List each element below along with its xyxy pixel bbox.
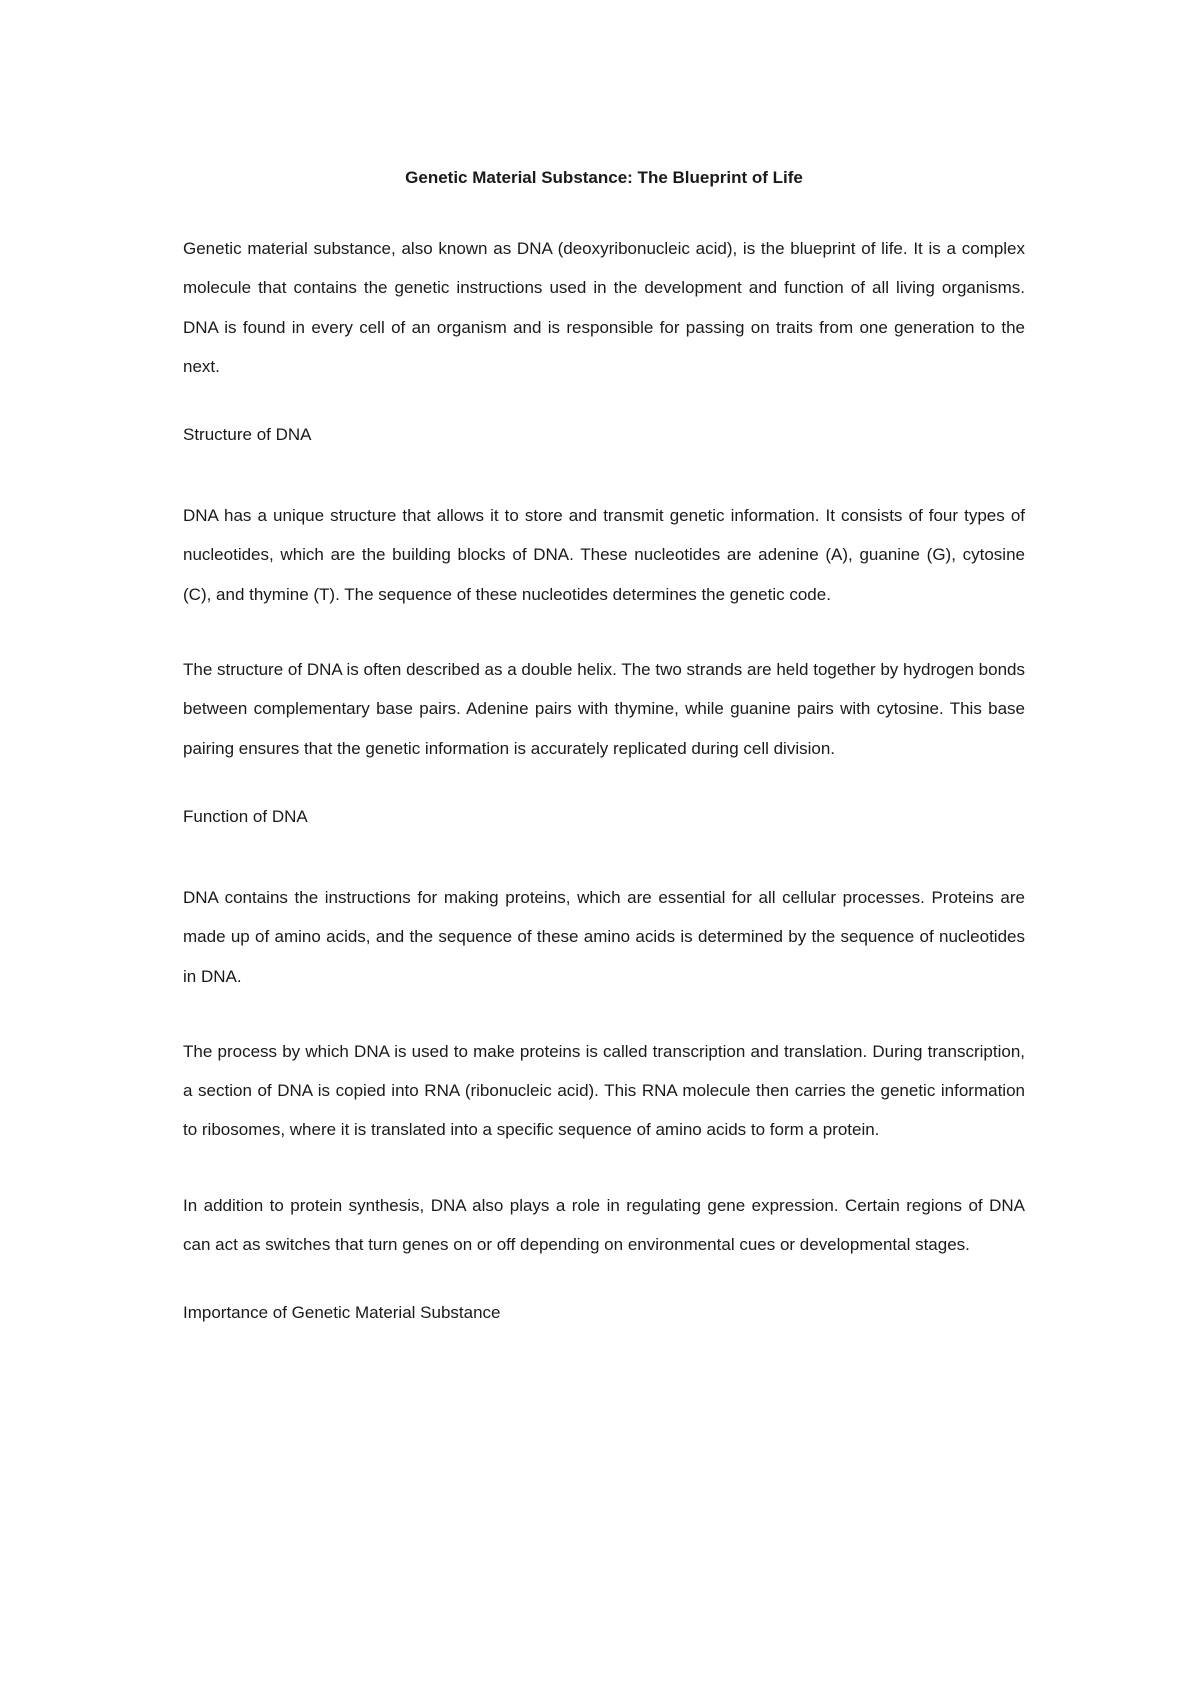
function-paragraph-1: DNA contains the instructions for making proteins, which are essential for all cellular processes. Proteins are made up of amino acids, and the sequence of these amino acids is determined by the sequence of nucleotides in DNA. [183, 887, 1025, 986]
section-heading-importance: Importance of Genetic Material Substance [183, 1303, 501, 1323]
document-body [183, 165, 1025, 1374]
function-paragraph-3: In addition to protein synthesis, DNA also plays a role in regulating gene expression. Certain regions of DNA can act as switches that turn genes on or off depending on environmental cues or developmental stages. [183, 1195, 1025, 1255]
section-heading-function: Function of DNA [183, 806, 308, 826]
document-title: Genetic Material Substance: The Blueprint of Life [405, 168, 803, 187]
structure-paragraph-2: The structure of DNA is often described as a double helix. The two strands are held together by hydrogen bonds between complementary base pairs. Adenine pairs with thymine, while guanine pairs with cytosine. This base pairing ensures that the genetic information is accurately replicated during cell division. [183, 660, 1025, 758]
intro-paragraph: Genetic material substance, also known as DNA (deoxyribonucleic acid), is the blueprint of life. It is a complex molecule that contains the genetic instructions used in the development and function of all living organisms. DNA is found in every cell of an organism and is responsible for passing on traits from one generation to the next. [183, 239, 1025, 376]
structure-paragraph-1: DNA has a unique structure that allows it to store and transmit genetic information. It consists of four types of nucleotides, which are the building blocks of DNA. These nucleotides are adenine (A), guanine (G), cytosine (C), and thymine (T). The sequence of these nucleotides determines the genetic code. [183, 506, 1025, 604]
function-paragraph-2: The process by which DNA is used to make proteins is called transcription and translation. During transcription, a section of DNA is copied into RNA (ribonucleic acid). This RNA molecule then carries the genetic information to ribosomes, where it is translated into a specific sequence of amino acids to form a protein. [183, 1041, 1025, 1140]
section-heading-structure: Structure of DNA [183, 425, 312, 445]
